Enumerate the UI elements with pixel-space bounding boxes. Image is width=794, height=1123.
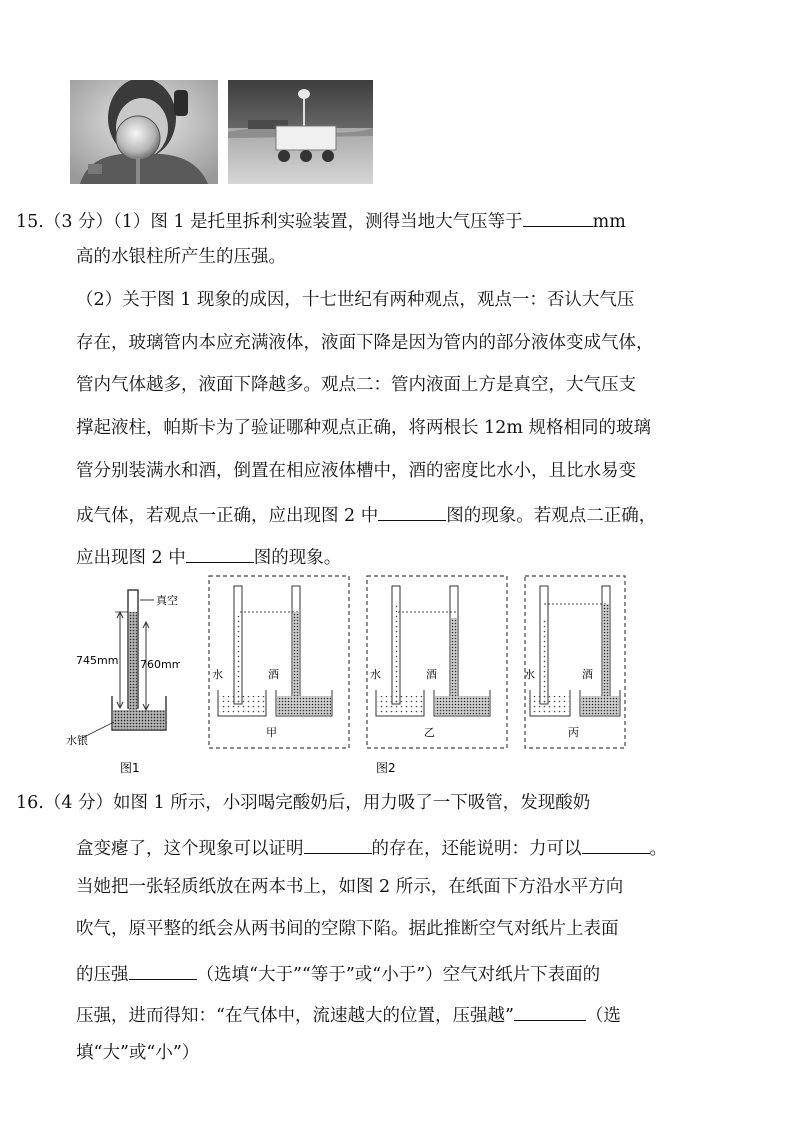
label-745mm: 745mm [76,654,119,667]
q16-line-2 [76,833,667,861]
q16-line-2-c: 。 [649,839,667,859]
q15-line-1-text: 15.（3 分）（1）图 1 是托里拆利实验装置，测得当地大气压等于 [16,212,523,232]
q16-line-7: 填“大”或“小”） [76,1043,200,1063]
q15-unit: mm [592,212,626,232]
q15-line-9-text: 应出现图 2 中 [76,548,186,568]
q16-answer-blank-3[interactable] [129,959,197,980]
label-vacuum: 真空 [156,594,178,607]
figure-2-caption: 图2 [376,761,396,775]
q16-line-5-b: （选填“大于”“等于”或“小于”）空气对纸片下表面的 [196,965,601,985]
figure-2-panels [206,574,626,783]
q16-line-5 [76,959,600,987]
q15-line-3: （2）关于图 1 现象的成因，十七世纪有两种观点，观点一：否认大气压 [76,290,635,310]
q16-line-5-a: 的压强 [76,965,129,985]
q16-line-6-b: （选 [585,1006,621,1026]
q15-line-8-suffix: 图的现象。若观点二正确， [446,506,657,526]
panel-bing [524,576,625,748]
panel-bing-wine-label: 酒 [582,668,593,681]
q15-line-5: 管内气体越多，液面下降越多。观点二：管内液面上方是真空，大气压支 [76,375,636,395]
panel-bing-label: 丙 [568,726,579,739]
q15-line-9-suffix: 图的现象。 [253,548,342,568]
q16-answer-blank-4[interactable] [514,1000,586,1021]
panel-yi-water-label: 水 [370,668,381,681]
figure-1-torricelli [60,578,180,782]
panel-jia-water-label: 水 [212,668,223,681]
q16-answer-blank-1[interactable] [304,833,372,854]
q16-line-1: 16.（4 分）如图 1 所示，小羽喝完酸奶后，用力吸了一下吸管，发现酸奶 [16,793,591,813]
panel-yi-wine-label: 酒 [426,668,437,681]
q16-answer-blank-2[interactable] [582,833,650,854]
panel-jia-label: 甲 [266,726,277,739]
q16-line-2-a: 盒变瘪了，这个现象可以证明 [76,839,304,859]
figure-1-caption: 图1 [120,761,140,775]
q16-line-6 [76,1000,621,1028]
q16-line-3: 当她把一张轻质纸放在两本书上，如图 2 所示，在纸面下方沿水平方向 [76,877,624,897]
lunar-rover-photo [228,80,373,184]
label-760mm: 760mm [140,658,180,671]
q16-line-6-a: 压强，进而得知：“在气体中，流速越大的位置，压强越” [76,1006,514,1026]
q16-line-2-b: 的存在，还能说明：力可以 [371,839,582,859]
q15-answer-blank-2[interactable] [378,500,446,521]
q15-line-8-text: 成气体，若观点一正确，应出现图 2 中 [76,506,379,526]
q15-line-4: 存在，玻璃管内本应充满液体，液面下降是因为管内的部分液体变成气体， [76,333,654,353]
panel-yi-label: 乙 [424,726,435,739]
q15-answer-blank-1[interactable] [523,206,593,227]
q15-line-1 [16,206,626,234]
q15-line-9 [76,542,341,570]
label-mercury: 水银 [66,734,88,747]
q15-line-6: 撑起液柱，帕斯卡为了验证哪种观点正确，将两根长 12m 规格相同的玻璃 [76,418,651,438]
panel-jia [209,576,349,748]
q15-line-7: 管分别装满水和酒，倒置在相应液体槽中，酒的密度比水小，且比水易变 [76,461,636,481]
q15-answer-blank-3[interactable] [186,542,254,563]
q15-line-2: 高的水银柱所产生的压强。 [76,247,286,267]
panel-jia-wine-label: 酒 [268,668,279,681]
q16-line-4: 吹气，原平整的纸会从两书间的空隙下陷。据此推断空气对纸片上表面 [76,919,619,939]
panel-yi [367,576,507,748]
q15-line-8 [76,500,656,528]
astronaut-photo [70,80,218,184]
panel-bing-water-label: 水 [524,668,535,681]
